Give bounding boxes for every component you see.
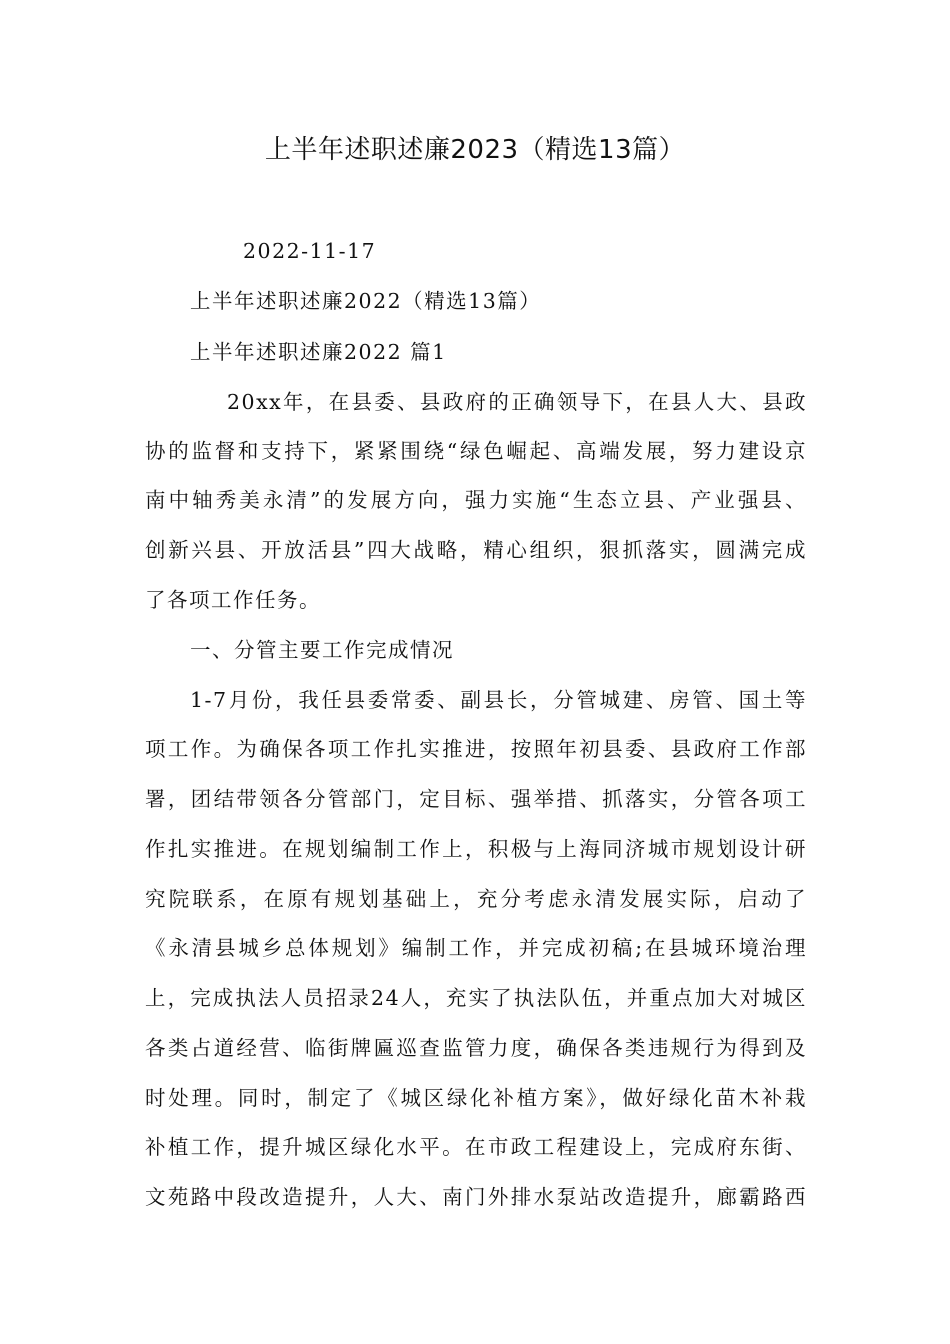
paragraph-line: 上，完成执法人员招录24人，充实了执法队伍，并重点加大对城区 [145,986,807,1010]
paragraph-line: 协的监督和支持下，紧紧围绕“绿色崛起、高端发展，努力建设京 [145,439,807,463]
paragraph-line: 时处理。同时，制定了《城区绿化补植方案》，做好绿化苗木补栽 [145,1086,807,1110]
paragraph-line: 补植工作，提升城区绿化水平。在市政工程建设上，完成府东街、 [145,1135,807,1159]
section-subheading: 一、分管主要工作完成情况 [190,638,454,662]
paragraph-line: 南中轴秀美永清”的发展方向，强力实施“生态立县、产业强县、 [145,488,807,512]
paragraph-line: 项工作。为确保各项工作扎实推进，按照年初县委、县政府工作部 [145,737,807,761]
paragraph-line: 署，团结带领各分管部门，定目标、强举措、抓落实，分管各项工 [145,787,807,811]
document-subtitle: 上半年述职述廉2022（精选13篇） [190,289,542,313]
paragraph-line: 《永清县城乡总体规划》编制工作，并完成初稿;在县城环境治理 [145,936,807,960]
paragraph-line: 作扎实推进。在规划编制工作上，积极与上海同济城市规划设计研 [145,837,807,861]
paragraph-line: 1-7月份，我任县委常委、副县长，分管城建、房管、国土等 [190,688,807,712]
paragraph-line: 各类占道经营、临街牌匾巡查监管力度，确保各类违规行为得到及 [145,1036,807,1060]
document-date: 2022-11-17 [243,239,377,263]
section-heading: 上半年述职述廉2022 篇1 [190,340,447,364]
paragraph-line: 了各项工作任务。 [145,588,321,612]
paragraph-line: 文苑路中段改造提升，人大、南门外排水泵站改造提升，廊霸路西 [145,1185,807,1209]
document-title: 上半年述职述廉2023（精选13篇） [264,135,686,165]
paragraph-line: 究院联系，在原有规划基础上，充分考虑永清发展实际，启动了 [145,887,807,911]
paragraph-line: 20xx年，在县委、县政府的正确领导下，在县人大、县政 [227,390,807,414]
paragraph-line: 创新兴县、开放活县”四大战略，精心组织，狠抓落实，圆满完成 [145,538,807,562]
